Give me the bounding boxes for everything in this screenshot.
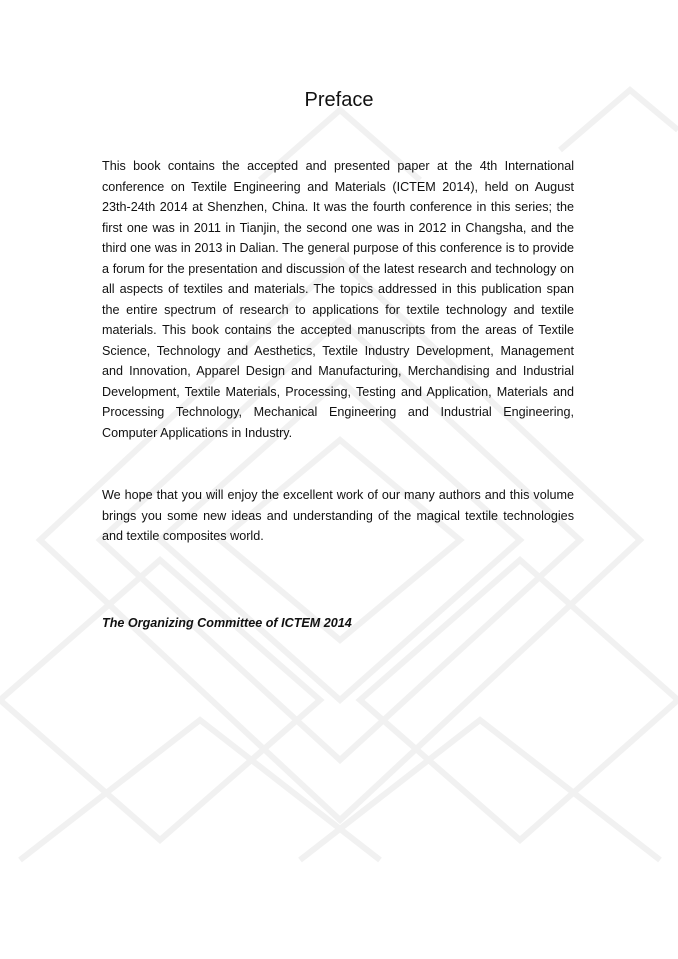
preface-paragraph-2: We hope that you will enjoy the excellent work of our many authors and this volume brings you some new ideas and understanding of the magical textile technologies and textile composites world. [102, 488, 574, 543]
signature: The Organizing Committee of ICTEM 2014 [102, 616, 352, 630]
preface-paragraph-1: This book contains the accepted and presented paper at the 4th International conference on Textile Engineering and Materials (ICTEM 2014), held on August 23th-24th 2014 at Shenzhen, China. It was the fourth conference in this series; the first one was in 2011 in Tianjin, the second one was in 2012 in Changsha, and the third one was in 2013 in Dalian. The general purpose of this conference is to provide a forum for the presentation and discussion of the latest research and technology on all aspects of textiles and materials. The topics addressed in this publication span the entire spectrum of research to applications for textile technology and textile materials. This book contains the accepted manuscripts from the areas of Textile Science, Technology and Aesthetics, Textile Industry Development, Management and Innovation, Apparel Design and Manufacturing, Merchandising and Industrial Development, Textile Materials, Processing, Testing and Application, Materials and Processing Technology, Mechanical Engineering and Industrial Engineering, Computer Applications in Industry. [102, 159, 574, 440]
page-title: Preface [304, 89, 374, 111]
